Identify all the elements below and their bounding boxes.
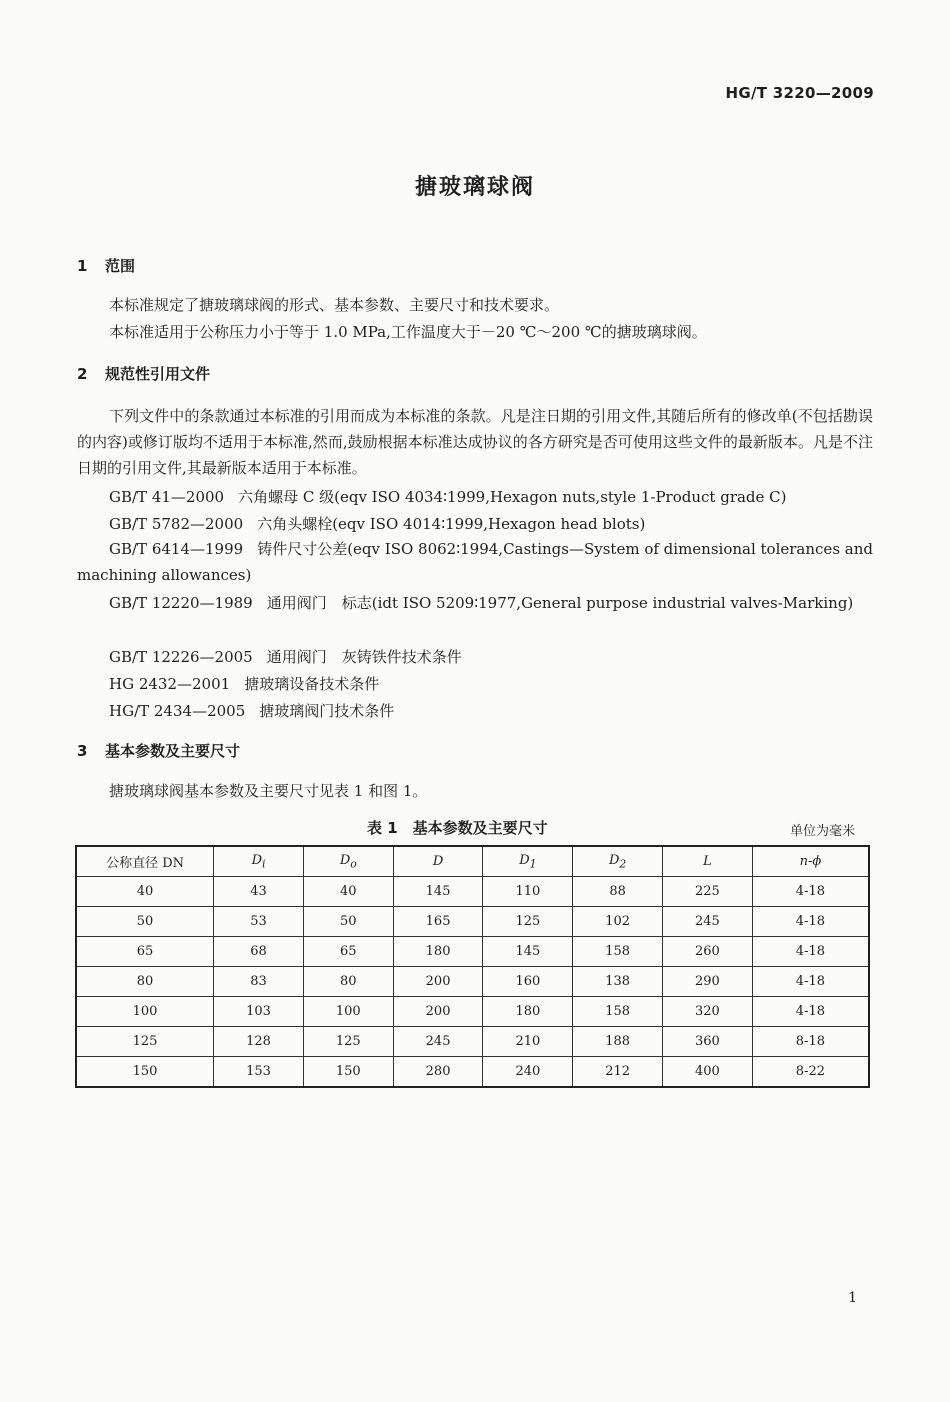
table-cell: 80	[76, 967, 214, 997]
scope-paragraph-1: 本标准规定了搪玻璃球阀的形式、基本参数、主要尺寸和技术要求。	[109, 296, 560, 314]
parameters-paragraph: 搪玻璃球阀基本参数及主要尺寸见表 1 和图 1。	[109, 782, 428, 800]
table-cell: 83	[214, 967, 304, 997]
table-header-row	[76, 846, 869, 877]
reference-code: GB/T 6414—1999	[109, 540, 244, 558]
table-cell: 225	[663, 877, 753, 907]
reference-title: 六角头螺栓(eqv ISO 4014∶1999,Hexagon head blots)	[257, 515, 646, 533]
table-cell: 110	[483, 877, 573, 907]
table-cell: 103	[214, 997, 304, 1027]
document-title: 搪玻璃球阀	[414, 175, 535, 200]
table-cell: 128	[214, 1027, 304, 1057]
table-cell: 160	[483, 967, 573, 997]
table-cell: 65	[303, 937, 393, 967]
table-cell: 188	[573, 1027, 663, 1057]
table-cell: 68	[214, 937, 304, 967]
table-cell: 43	[214, 877, 304, 907]
section-number: 1	[77, 257, 88, 275]
column-header: L	[663, 846, 753, 877]
reference-item	[77, 590, 873, 616]
table-cell: 153	[214, 1057, 304, 1088]
column-header: 公称直径 DN	[76, 846, 214, 877]
table-cell: 150	[76, 1057, 214, 1088]
table-cell: 165	[393, 907, 483, 937]
table-cell: 245	[663, 907, 753, 937]
table-cell: 40	[76, 877, 214, 907]
table-unit-note: 单位为毫米	[789, 824, 855, 839]
reference-title: 通用阀门 标志(idt ISO 5209∶1977,General purpose industrial valves-Marking)	[266, 594, 854, 612]
table-cell: 125	[303, 1027, 393, 1057]
reference-title: 搪玻璃设备技术条件	[244, 675, 380, 693]
table-cell: 180	[393, 937, 483, 967]
reference-item	[109, 513, 645, 534]
table-cell: 100	[303, 997, 393, 1027]
section-2-heading	[77, 363, 210, 384]
table-cell: 50	[76, 907, 214, 937]
page-number: 1	[848, 1290, 857, 1306]
reference-code: GB/T 12220—1989	[109, 594, 253, 612]
section-number: 3	[77, 742, 88, 760]
table-cell: 360	[663, 1027, 753, 1057]
reference-title: 六角螺母 C 级(eqv ISO 4034∶1999,Hexagon nuts,style 1-Product grade C)	[238, 488, 787, 506]
table-cell: 240	[483, 1057, 573, 1088]
normative-references-intro: 下列文件中的条款通过本标准的引用而成为本标准的条款。凡是注日期的引用文件,其随后所有的修改单(不包括勘误的内容)或修订版均不适用于本标准,然而,鼓励根据本标准达成协议的各方研究是否可使用这些文件的最新版本。凡是不注日期的引用文件,其最新版本适用于本标准。	[77, 407, 873, 477]
table-cell: 100	[76, 997, 214, 1027]
table-row	[76, 967, 869, 997]
table-cell: 210	[483, 1027, 573, 1057]
reference-code: HG/T 2434—2005	[109, 702, 246, 720]
table-cell: 138	[573, 967, 663, 997]
table-cell: 145	[393, 877, 483, 907]
reference-item	[77, 536, 873, 588]
table-cell: 125	[76, 1027, 214, 1057]
table-row	[76, 1057, 869, 1088]
reference-item	[109, 700, 394, 721]
column-header: D	[393, 846, 483, 877]
table-cell: 4-18	[752, 937, 869, 967]
table-cell: 8-18	[752, 1027, 869, 1057]
section-3-heading	[77, 740, 240, 761]
table-cell: 180	[483, 997, 573, 1027]
reference-code: GB/T 5782—2000	[109, 515, 244, 533]
table-row	[76, 997, 869, 1027]
table-cell: 400	[663, 1057, 753, 1088]
table-caption: 表 1 基本参数及主要尺寸	[367, 819, 548, 837]
table-cell: 280	[393, 1057, 483, 1088]
table-cell: 40	[303, 877, 393, 907]
table-cell: 4-18	[752, 997, 869, 1027]
column-header: $D_i$	[214, 846, 304, 877]
table-cell: 8-22	[752, 1057, 869, 1088]
section-title: 范围	[105, 257, 136, 275]
reference-title: 通用阀门 灰铸铁件技术条件	[266, 648, 462, 666]
scope-paragraph-2: 本标准适用于公称压力小于等于 1.0 MPa,工作温度大于－20 ℃～200 ℃的搪玻璃球阀。	[109, 323, 707, 341]
table-row	[76, 1027, 869, 1057]
table-cell: 290	[663, 967, 753, 997]
table-cell: 4-18	[752, 967, 869, 997]
table-row	[76, 907, 869, 937]
table-cell: 212	[573, 1057, 663, 1088]
table-cell: 65	[76, 937, 214, 967]
column-header: $D_1$	[483, 846, 573, 877]
section-number: 2	[77, 365, 88, 383]
column-header: $D_o$	[303, 846, 393, 877]
reference-title: 搪玻璃阀门技术条件	[259, 702, 395, 720]
parameters-table	[75, 845, 870, 1088]
table-cell: 260	[663, 937, 753, 967]
table-cell: 245	[393, 1027, 483, 1057]
reference-code: GB/T 41—2000	[109, 488, 225, 506]
table-row	[76, 937, 869, 967]
table-cell: 158	[573, 937, 663, 967]
table-cell: 88	[573, 877, 663, 907]
reference-item	[109, 486, 787, 507]
table-cell: 200	[393, 997, 483, 1027]
column-header: n-ϕ	[752, 846, 869, 877]
table-cell: 4-18	[752, 877, 869, 907]
reference-code: HG 2432—2001	[109, 675, 231, 693]
reference-code: GB/T 12226—2005	[109, 648, 253, 666]
section-1-heading	[77, 255, 135, 276]
table-cell: 320	[663, 997, 753, 1027]
column-header: $D_2$	[573, 846, 663, 877]
table-cell: 53	[214, 907, 304, 937]
section-title: 基本参数及主要尺寸	[105, 742, 241, 760]
reference-title: 铸件尺寸公差(eqv ISO 8062∶1994,Castings—System of dimensional tolerances and machining allowances)	[77, 540, 873, 584]
table-cell: 145	[483, 937, 573, 967]
table-cell: 150	[303, 1057, 393, 1088]
table-cell: 200	[393, 967, 483, 997]
table-cell: 102	[573, 907, 663, 937]
table-cell: 4-18	[752, 907, 869, 937]
table-cell: 80	[303, 967, 393, 997]
table-row	[76, 877, 869, 907]
section-title: 规范性引用文件	[105, 365, 211, 383]
reference-item	[109, 673, 379, 694]
table-cell: 125	[483, 907, 573, 937]
reference-item	[109, 646, 462, 667]
standard-code: HG/T 3220—2009	[725, 84, 874, 102]
table-cell: 158	[573, 997, 663, 1027]
table-cell: 50	[303, 907, 393, 937]
